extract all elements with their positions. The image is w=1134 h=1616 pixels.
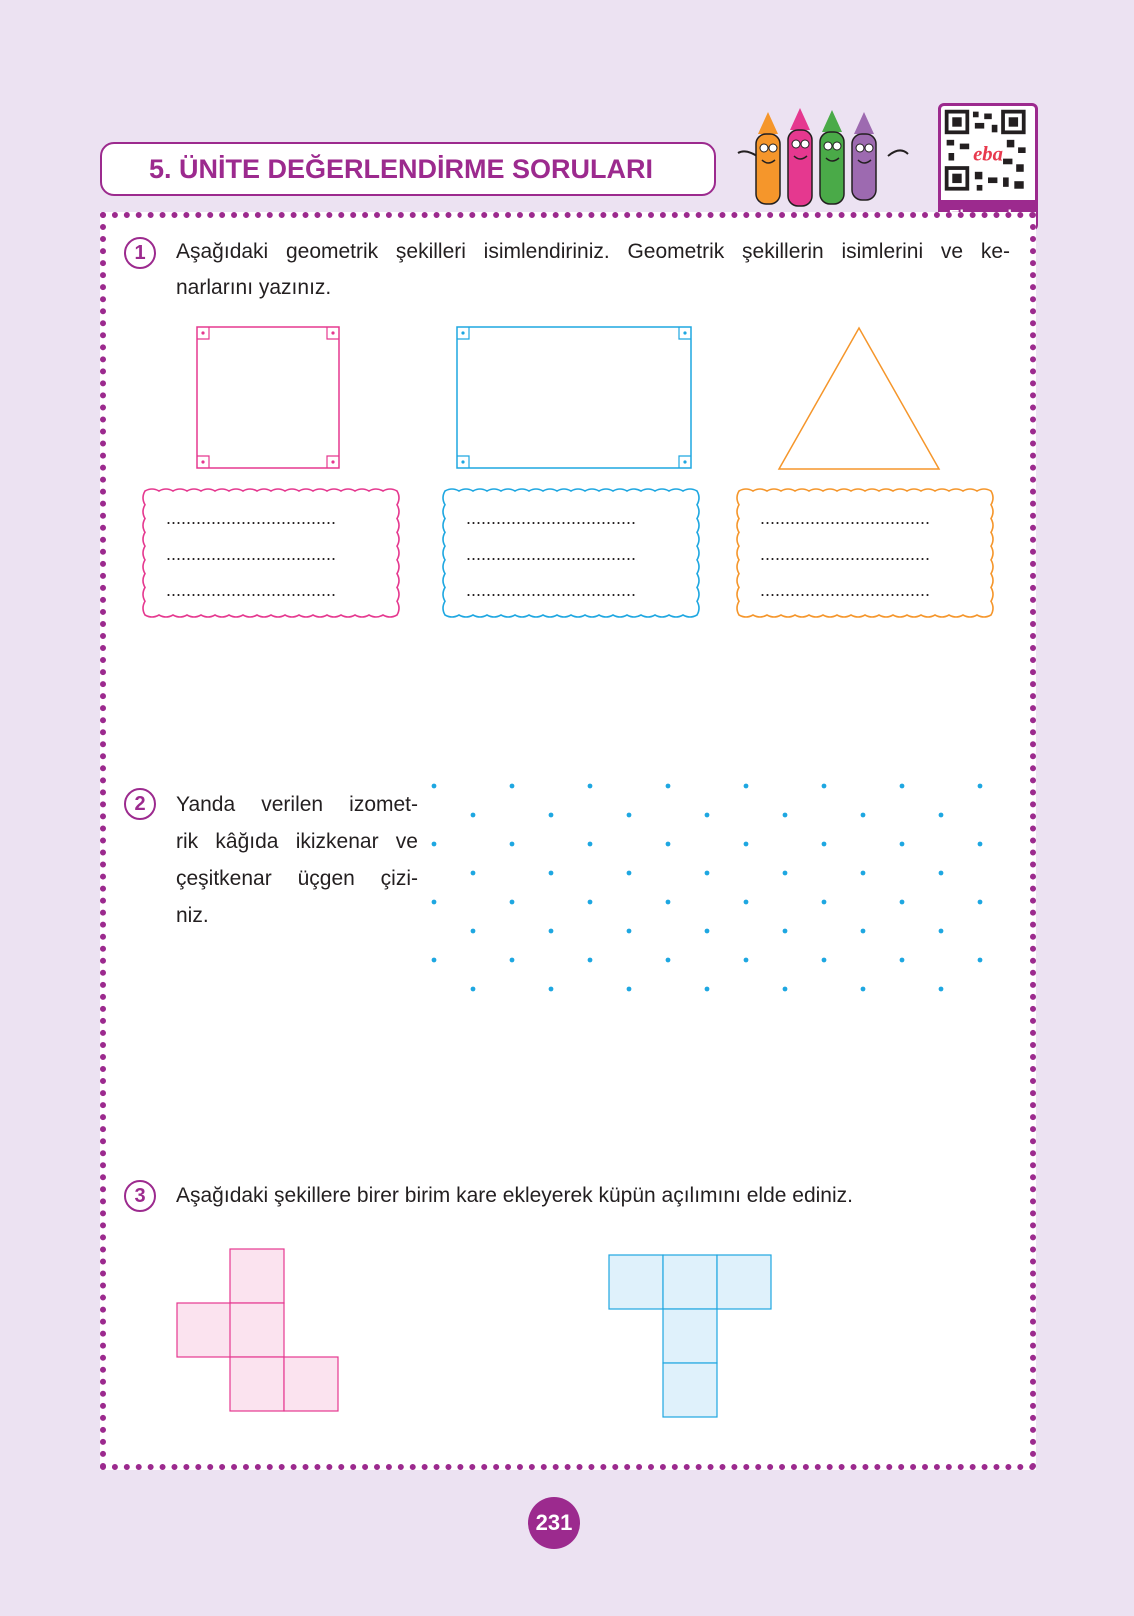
rectangle-shape (456, 326, 692, 470)
grid-dot (705, 813, 710, 818)
grid-dot (861, 929, 866, 934)
grid-dot (978, 958, 983, 963)
grid-dot (510, 842, 515, 847)
grid-dot (900, 784, 905, 789)
net-square (230, 1357, 284, 1411)
grid-dot (939, 987, 944, 992)
grid-dot (510, 784, 515, 789)
grid-dot (783, 987, 788, 992)
net-square (609, 1255, 663, 1309)
green-pencil-icon (820, 110, 844, 204)
grid-dot (861, 871, 866, 876)
square-shape (196, 326, 340, 470)
net-square (284, 1357, 338, 1411)
grid-dot (939, 871, 944, 876)
answer-lines-2[interactable]: .................................. .................................. .................................. (466, 508, 637, 600)
grid-dot (861, 987, 866, 992)
net-square (230, 1303, 284, 1357)
grid-dot (627, 929, 632, 934)
pencil-mascots-illustration (738, 108, 914, 218)
grid-dot (900, 842, 905, 847)
question-2-number: 2 (124, 788, 156, 820)
grid-dot (627, 813, 632, 818)
pink-cube-net[interactable] (176, 1248, 342, 1418)
grid-dot (783, 813, 788, 818)
grid-dot (978, 900, 983, 905)
grid-dot (705, 987, 710, 992)
triangle-shape (777, 326, 941, 472)
grid-dot (588, 900, 593, 905)
grid-dot (471, 813, 476, 818)
grid-dot (666, 900, 671, 905)
question-3-number: 3 (124, 1180, 156, 1212)
grid-dot (666, 842, 671, 847)
net-square (663, 1309, 717, 1363)
grid-dot (900, 958, 905, 963)
grid-dot (822, 958, 827, 963)
grid-dot (783, 871, 788, 876)
grid-dot (783, 929, 788, 934)
grid-dot (744, 842, 749, 847)
grid-dot (432, 842, 437, 847)
net-square (663, 1363, 717, 1417)
isometric-dot-grid[interactable] (430, 770, 1020, 1020)
grid-dot (549, 987, 554, 992)
grid-dot (588, 958, 593, 963)
unit-title (100, 142, 716, 196)
grid-dot (432, 900, 437, 905)
question-3-text: Aşağıdaki şekillere birer birim kare ekleyerek küpün açılımını elde ediniz. (176, 1184, 853, 1207)
orange-pencil-icon (756, 112, 780, 204)
answer-lines-1[interactable]: .................................. .................................. .................................. (166, 508, 337, 600)
grid-dot (510, 958, 515, 963)
net-square (177, 1303, 231, 1357)
grid-dot (627, 987, 632, 992)
grid-dot (588, 784, 593, 789)
question-2-text: Yanda verilen izomet- rik kâğıda ikizkenar ve çeşitkenar üçgen çizi- niz. (176, 793, 418, 927)
question-1-number: 1 (124, 237, 156, 269)
grid-dot (432, 784, 437, 789)
pink-pencil-icon (788, 108, 812, 206)
grid-dot (471, 929, 476, 934)
grid-dot (549, 929, 554, 934)
grid-dot (939, 929, 944, 934)
unit-title-text: 5. ÜNİTE DEĞERLENDİRME SORULARI (149, 153, 654, 184)
question-1-text: Aşağıdaki geometrik şekilleri isimlendiriniz. Geometrik şekillerin isimlerini ve ke- narlarını yazınız. (176, 240, 1010, 299)
grid-dot (471, 987, 476, 992)
grid-dot (627, 871, 632, 876)
grid-dot (510, 900, 515, 905)
blue-cube-net[interactable] (608, 1254, 774, 1424)
grid-dot (822, 784, 827, 789)
grid-dot (549, 871, 554, 876)
grid-dot (432, 958, 437, 963)
grid-dot (978, 842, 983, 847)
qr-code[interactable] (938, 103, 1038, 203)
grid-dot (471, 871, 476, 876)
eba-logo-text: eba (973, 143, 1003, 166)
qr-code-icon (941, 106, 1035, 200)
grid-dot (588, 842, 593, 847)
grid-dot (705, 871, 710, 876)
grid-dot (822, 842, 827, 847)
grid-dot (549, 813, 554, 818)
grid-dot (744, 958, 749, 963)
grid-dot (939, 813, 944, 818)
grid-dot (900, 900, 905, 905)
answer-lines-3[interactable]: .................................. .................................. .................................. (760, 508, 931, 600)
grid-dot (744, 900, 749, 905)
purple-pencil-icon (852, 112, 876, 200)
grid-dot (705, 929, 710, 934)
grid-dot (978, 784, 983, 789)
grid-dot (861, 813, 866, 818)
net-square (663, 1255, 717, 1309)
grid-dot (666, 784, 671, 789)
grid-dot (822, 900, 827, 905)
grid-dot (666, 958, 671, 963)
page-number: 231 (528, 1497, 580, 1549)
grid-dot (744, 784, 749, 789)
net-square (717, 1255, 771, 1309)
net-square (230, 1249, 284, 1303)
